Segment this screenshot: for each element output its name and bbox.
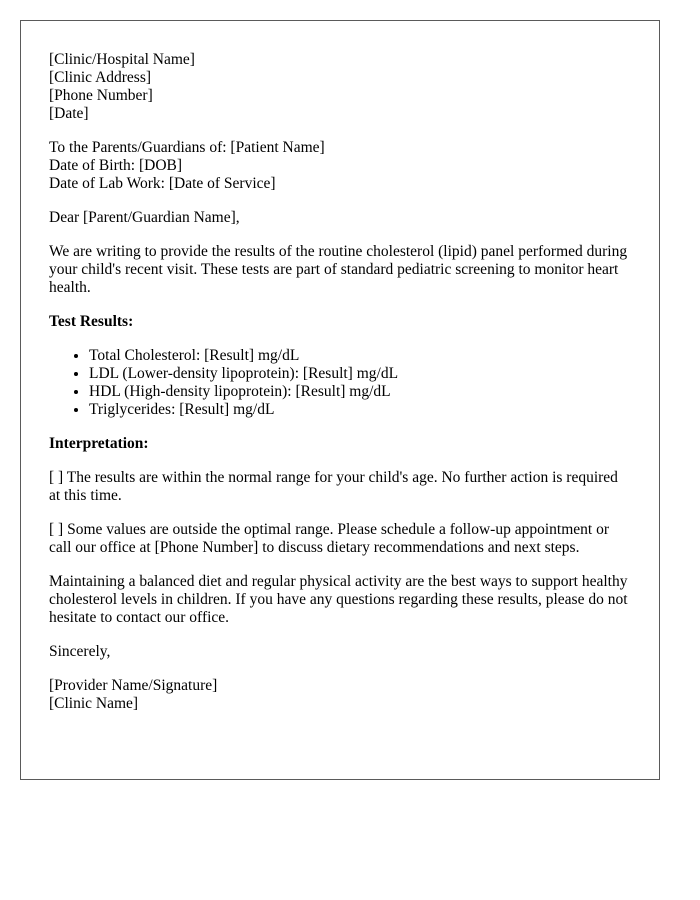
- closing-paragraph: Maintaining a balanced diet and regular physical activity are the best ways to support healthy cholesterol levels in children. If you have any questions regarding these results, please do not hesitate to contact our office.: [49, 573, 628, 626]
- provider-signature: [Provider Name/Signature]: [49, 677, 218, 694]
- interpretation-heading: Interpretation:: [49, 435, 149, 452]
- clinic-name: [Clinic/Hospital Name]: [49, 51, 195, 68]
- recipient-line: To the Parents/Guardians of: [Patient Name]: [49, 139, 325, 156]
- clinic-phone: [Phone Number]: [49, 87, 153, 104]
- result-item-ldl: • LDL (Lower-density lipoprotein): [Result] mg/dL: [89, 365, 631, 383]
- letter-date: [Date]: [49, 105, 89, 122]
- interpretation-abnormal-option: [ ] Some values are outside the optimal range. Please schedule a follow-up appointment or call our office at [Phone Number] to discuss dietary recommendations and next steps.: [49, 521, 609, 556]
- salutation: Dear [Parent/Guardian Name],: [49, 209, 240, 226]
- result-item-hdl: • HDL (High-density lipoprotein): [Result] mg/dL: [89, 383, 631, 401]
- interpretation-normal-option: [ ] The results are within the normal range for your child's age. No further action is required at this time.: [49, 469, 618, 504]
- results-heading: Test Results:: [49, 313, 134, 330]
- letter-page: [20, 20, 660, 780]
- recipient-block: [49, 139, 631, 193]
- signature-block: [49, 677, 631, 713]
- intro-paragraph: We are writing to provide the results of the routine cholesterol (lipid) panel performed during your child's recent visit. These tests are part of standard pediatric screening to monitor heart health.: [49, 243, 628, 296]
- sign-off: Sincerely,: [49, 643, 111, 660]
- result-item-total-cholesterol: • Total Cholesterol: [Result] mg/dL: [89, 347, 631, 365]
- results-list: [49, 347, 631, 419]
- dob-line: Date of Birth: [DOB]: [49, 157, 183, 174]
- signature-clinic-name: [Clinic Name]: [49, 695, 139, 712]
- lab-date-line: Date of Lab Work: [Date of Service]: [49, 175, 276, 192]
- result-item-triglycerides: • Triglycerides: [Result] mg/dL: [89, 401, 631, 419]
- letterhead: [49, 51, 631, 123]
- clinic-address: [Clinic Address]: [49, 69, 152, 86]
